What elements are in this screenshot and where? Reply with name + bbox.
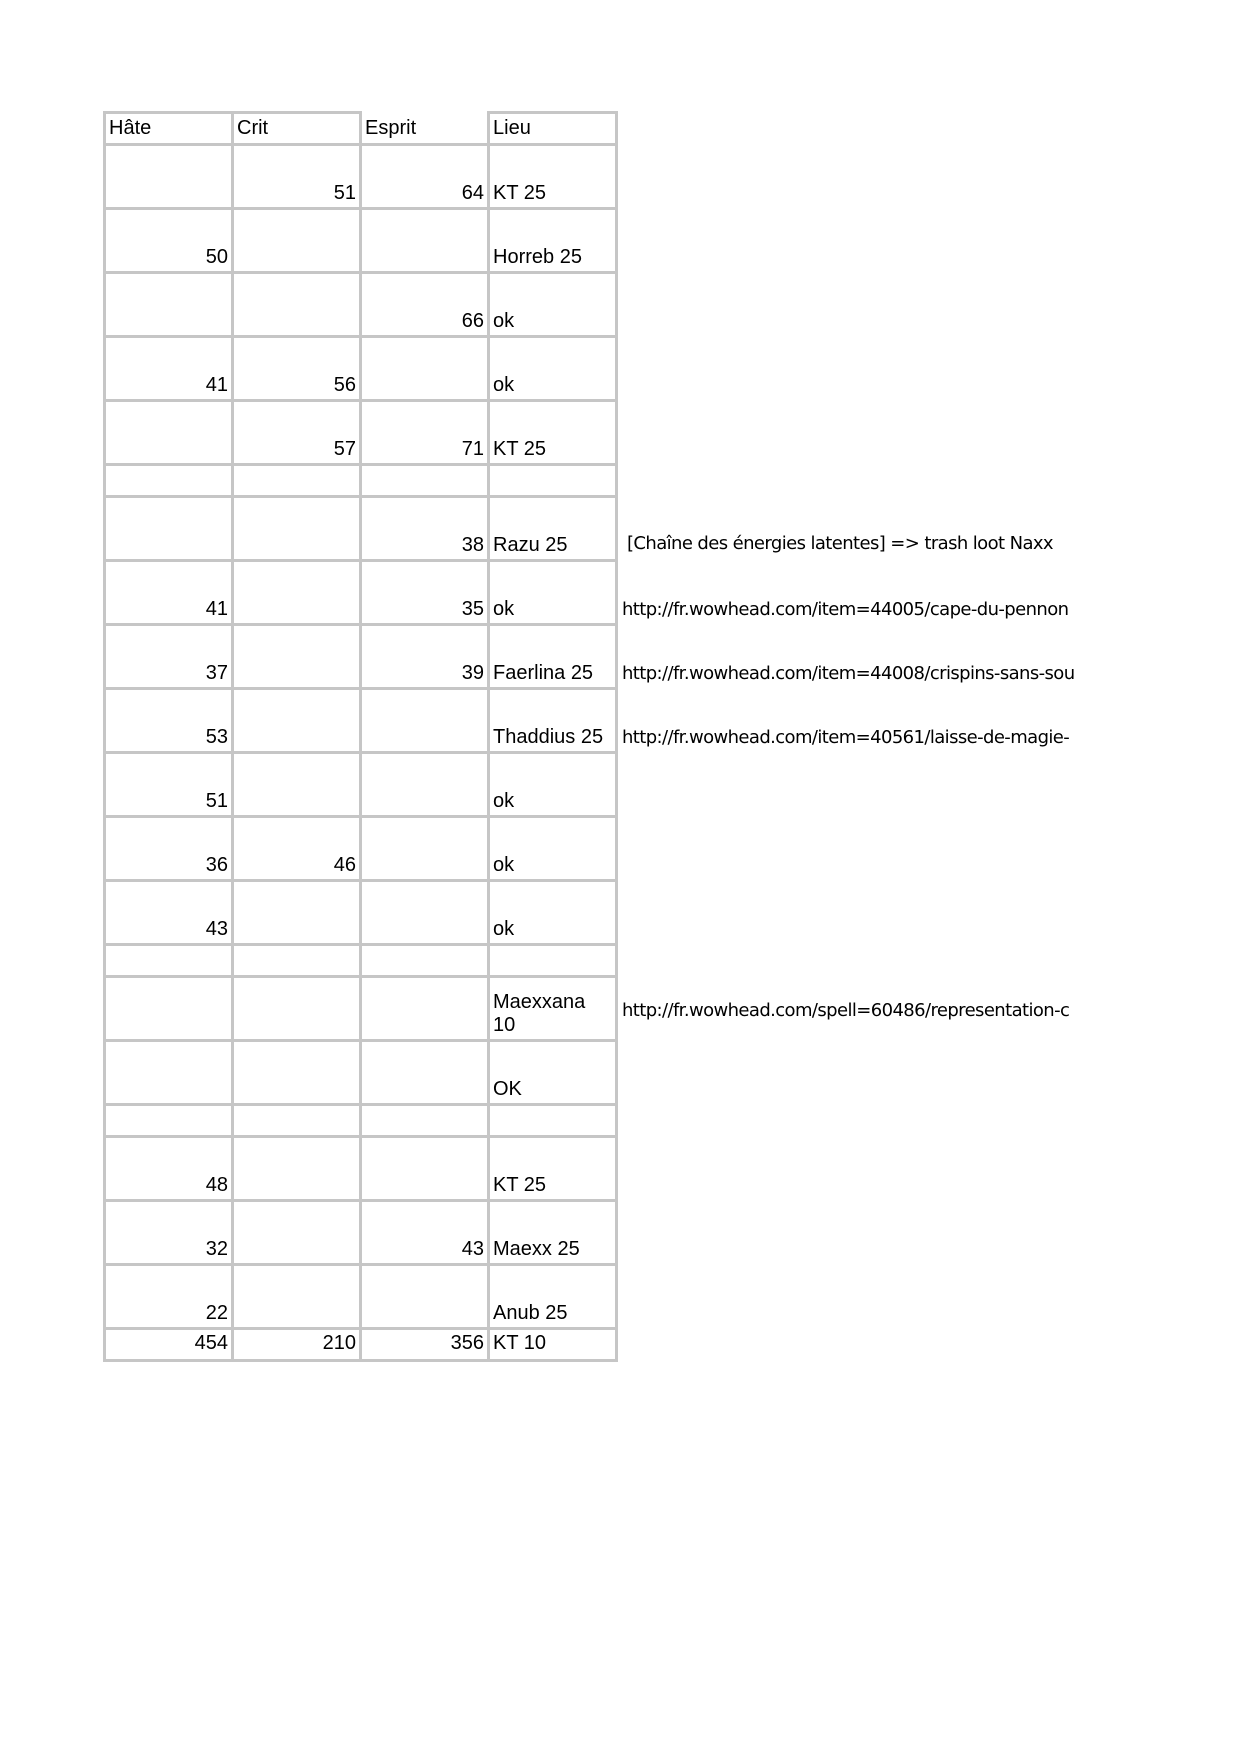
table-row xyxy=(105,145,1121,209)
cell-crit[interactable] xyxy=(233,945,361,977)
cell-crit[interactable] xyxy=(233,561,361,625)
cell-lieu[interactable]: KT 25 xyxy=(489,401,617,465)
cell-esprit[interactable] xyxy=(361,1265,489,1329)
cell-crit[interactable]: 57 xyxy=(233,401,361,465)
table-row xyxy=(105,1201,1121,1265)
table-row xyxy=(105,881,1121,945)
cell-crit[interactable] xyxy=(233,977,361,1041)
cell-lieu[interactable]: Razu 25 xyxy=(489,497,617,561)
cell-lieu[interactable]: ok xyxy=(489,817,617,881)
cell-hate[interactable] xyxy=(105,945,233,977)
cell-lieu[interactable]: Maexx 25 xyxy=(489,1201,617,1265)
table-row-empty xyxy=(105,945,1121,977)
cell-crit[interactable] xyxy=(233,1041,361,1105)
total-crit[interactable]: 210 xyxy=(233,1329,361,1361)
cell-esprit[interactable] xyxy=(361,465,489,497)
header-row xyxy=(105,113,1121,145)
note-cell xyxy=(617,1105,1121,1137)
table-row xyxy=(105,977,1121,1041)
cell-crit[interactable] xyxy=(233,625,361,689)
cell-esprit[interactable] xyxy=(361,817,489,881)
cell-crit[interactable] xyxy=(233,689,361,753)
total-lieu[interactable]: KT 10 xyxy=(489,1329,617,1361)
table-row-empty xyxy=(105,1105,1121,1137)
cell-crit[interactable] xyxy=(233,273,361,337)
cell-esprit[interactable]: 64 xyxy=(361,145,489,209)
cell-crit[interactable] xyxy=(233,209,361,273)
header-hate[interactable]: Hâte xyxy=(105,113,233,145)
cell-hate[interactable] xyxy=(105,273,233,337)
table-row xyxy=(105,689,1121,753)
cell-hate[interactable]: 50 xyxy=(105,209,233,273)
note-cell xyxy=(617,817,1121,881)
cell-lieu[interactable]: ok xyxy=(489,273,617,337)
cell-hate[interactable] xyxy=(105,145,233,209)
cell-hate[interactable] xyxy=(105,1105,233,1137)
cell-hate[interactable]: 36 xyxy=(105,817,233,881)
cell-hate[interactable]: 41 xyxy=(105,337,233,401)
note-cell xyxy=(617,337,1121,401)
header-esprit[interactable]: Esprit xyxy=(361,113,489,145)
link-cell[interactable]: http://fr.wowhead.com/item=44008/crispins-sans-sou xyxy=(622,662,1075,684)
cell-crit[interactable] xyxy=(233,881,361,945)
cell-crit[interactable] xyxy=(233,1201,361,1265)
link-cell[interactable]: http://fr.wowhead.com/item=44005/cape-du-pennon xyxy=(622,598,1069,620)
cell-esprit[interactable] xyxy=(361,945,489,977)
cell-crit[interactable] xyxy=(233,753,361,817)
note-cell xyxy=(617,945,1121,977)
table-row xyxy=(105,817,1121,881)
cell-crit[interactable] xyxy=(233,1137,361,1201)
cell-esprit[interactable] xyxy=(361,881,489,945)
totals-row xyxy=(105,1329,1121,1361)
cell-lieu[interactable]: OK xyxy=(489,1041,617,1105)
table-row xyxy=(105,401,1121,465)
cell-hate[interactable] xyxy=(105,1041,233,1105)
cell-hate[interactable]: 48 xyxy=(105,1137,233,1201)
note-cell xyxy=(617,1329,1121,1361)
cell-crit[interactable]: 51 xyxy=(233,145,361,209)
cell-hate[interactable]: 37 xyxy=(105,625,233,689)
cell-hate[interactable] xyxy=(105,977,233,1041)
cell-hate[interactable] xyxy=(105,497,233,561)
note-cell xyxy=(617,145,1121,209)
note-cell xyxy=(617,465,1121,497)
note-cell xyxy=(617,1041,1121,1105)
cell-esprit[interactable]: 35 xyxy=(361,561,489,625)
cell-esprit[interactable]: 39 xyxy=(361,625,489,689)
cell-lieu[interactable]: ok xyxy=(489,881,617,945)
note-cell xyxy=(617,1265,1121,1329)
table-row xyxy=(105,1041,1121,1105)
note-cell[interactable]: [Chaîne des énergies latentes] => trash loot Naxx xyxy=(627,532,1053,554)
cell-lieu[interactable]: KT 25 xyxy=(489,1137,617,1201)
cell-esprit[interactable] xyxy=(361,1105,489,1137)
cell-lieu[interactable]: Maexxana 10 xyxy=(489,977,617,1041)
cell-esprit[interactable] xyxy=(361,209,489,273)
cell-crit[interactable] xyxy=(233,1105,361,1137)
cell-crit[interactable]: 56 xyxy=(233,337,361,401)
cell-lieu[interactable]: ok xyxy=(489,561,617,625)
note-cell xyxy=(617,273,1121,337)
table-row xyxy=(105,273,1121,337)
cell-esprit[interactable] xyxy=(361,689,489,753)
cell-lieu[interactable] xyxy=(489,945,617,977)
table-row xyxy=(105,1137,1121,1201)
table-row xyxy=(105,337,1121,401)
note-cell xyxy=(617,1137,1121,1201)
cell-lieu[interactable]: KT 25 xyxy=(489,145,617,209)
header-lieu[interactable]: Lieu xyxy=(489,113,617,145)
table-row xyxy=(105,561,1121,625)
table-row-empty xyxy=(105,465,1121,497)
total-hate[interactable]: 454 xyxy=(105,1329,233,1361)
cell-hate[interactable]: 22 xyxy=(105,1265,233,1329)
table-row xyxy=(105,625,1121,689)
table-row xyxy=(105,209,1121,273)
header-crit[interactable]: Crit xyxy=(233,113,361,145)
cell-hate[interactable]: 32 xyxy=(105,1201,233,1265)
cell-hate[interactable]: 51 xyxy=(105,753,233,817)
cell-lieu[interactable]: ok xyxy=(489,337,617,401)
cell-esprit[interactable]: 38 xyxy=(361,497,489,561)
cell-esprit[interactable]: 43 xyxy=(361,1201,489,1265)
cell-lieu[interactable]: Anub 25 xyxy=(489,1265,617,1329)
cell-lieu[interactable]: Thaddius 25 xyxy=(489,689,617,753)
cell-esprit[interactable]: 71 xyxy=(361,401,489,465)
cell-esprit[interactable] xyxy=(361,977,489,1041)
table-row xyxy=(105,1265,1121,1329)
cell-hate[interactable] xyxy=(105,401,233,465)
cell-esprit[interactable] xyxy=(361,1041,489,1105)
note-cell xyxy=(617,881,1121,945)
cell-esprit[interactable] xyxy=(361,1137,489,1201)
note-cell xyxy=(617,209,1121,273)
note-cell xyxy=(617,753,1121,817)
cell-crit[interactable] xyxy=(233,497,361,561)
cell-lieu[interactable]: Faerlina 25 xyxy=(489,625,617,689)
cell-lieu[interactable]: ok xyxy=(489,753,617,817)
cell-esprit[interactable] xyxy=(361,753,489,817)
cell-lieu[interactable] xyxy=(489,465,617,497)
table-row xyxy=(105,753,1121,817)
note-cell xyxy=(617,113,1121,145)
link-cell[interactable]: http://fr.wowhead.com/item=40561/laisse-de-magie- xyxy=(622,726,1070,748)
spreadsheet-table xyxy=(103,111,1122,1362)
cell-esprit[interactable]: 66 xyxy=(361,273,489,337)
cell-hate[interactable] xyxy=(105,465,233,497)
cell-esprit[interactable] xyxy=(361,337,489,401)
cell-hate[interactable]: 53 xyxy=(105,689,233,753)
note-cell xyxy=(617,401,1121,465)
note-cell xyxy=(617,1201,1121,1265)
cell-hate[interactable]: 43 xyxy=(105,881,233,945)
cell-lieu[interactable]: Horreb 25 xyxy=(489,209,617,273)
cell-crit[interactable] xyxy=(233,465,361,497)
total-esprit[interactable]: 356 xyxy=(361,1329,489,1361)
cell-crit[interactable]: 46 xyxy=(233,817,361,881)
link-cell[interactable]: http://fr.wowhead.com/spell=60486/representation-c xyxy=(622,1000,1070,1021)
cell-hate[interactable]: 41 xyxy=(105,561,233,625)
cell-lieu[interactable] xyxy=(489,1105,617,1137)
table-row xyxy=(105,497,1121,561)
cell-crit[interactable] xyxy=(233,1265,361,1329)
